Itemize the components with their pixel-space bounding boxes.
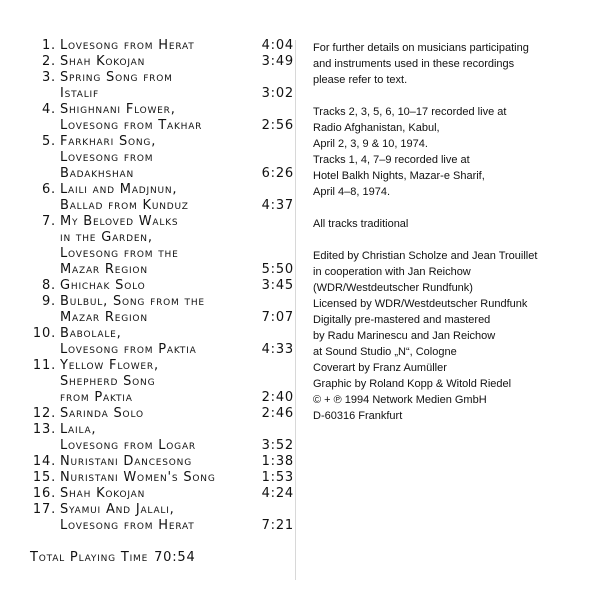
track-title-line: Yellow Flower,	[60, 358, 159, 373]
track-number: 4.	[41, 102, 56, 117]
track-number: 8.	[41, 278, 56, 293]
track-title-line: Shepherd Song	[60, 374, 156, 389]
track-number: 7.	[41, 214, 56, 229]
notes-line: Tracks 2, 3, 5, 6, 10–17 recorded live at	[313, 106, 507, 118]
track-title-line: Babolale,	[60, 326, 122, 341]
track-title-line: Lovesong from Herat	[60, 518, 195, 533]
total-time: 70:54	[154, 550, 196, 565]
notes-line: All tracks traditional	[313, 218, 409, 230]
track-duration: 4:24	[261, 486, 294, 501]
track-item	[30, 54, 294, 70]
notes-line: Licensed by WDR/Westdeutscher Rundfunk	[313, 298, 528, 310]
track-duration: 3:02	[261, 86, 294, 101]
track-number: 2.	[41, 54, 56, 69]
track-duration: 6:26	[261, 166, 294, 181]
notes-line: Hotel Balkh Nights, Mazar-e Sharif,	[313, 170, 485, 182]
notes-line: in cooperation with Jan Reichow	[313, 266, 471, 278]
track-number: 13.	[32, 422, 56, 437]
track-item	[30, 38, 294, 54]
track-title-line: Ballad from Kunduz	[60, 198, 189, 213]
track-duration: 2:56	[261, 118, 294, 133]
track-title-line: My Beloved Walks	[60, 214, 179, 229]
notes-line: and instruments used in these recordings	[313, 58, 515, 70]
total-label: Total Playing Time	[30, 550, 149, 565]
notes-line: April 4–8, 1974.	[313, 186, 391, 198]
track-number: 9.	[41, 294, 56, 309]
track-item	[30, 214, 294, 278]
track-number: 17.	[32, 502, 56, 517]
track-duration: 1:38	[261, 454, 294, 469]
track-item	[30, 502, 294, 534]
track-duration: 3:52	[261, 438, 294, 453]
track-item	[30, 278, 294, 294]
notes-line: Coverart by Franz Aumüller	[313, 362, 447, 374]
track-item	[30, 326, 294, 358]
track-item	[30, 358, 294, 406]
track-number: 1.	[41, 38, 56, 53]
track-item	[30, 406, 294, 422]
track-duration: 2:46	[261, 406, 294, 421]
track-title-line: Lovesong from	[60, 150, 154, 165]
track-title-line: Mazar Region	[60, 262, 148, 277]
track-title-line: Nuristani Women's Song	[60, 470, 216, 485]
track-number: 6.	[41, 182, 56, 197]
notes-paragraph	[313, 248, 588, 424]
track-number: 11.	[32, 358, 56, 373]
notes-line: Digitally pre-mastered and mastered	[313, 314, 491, 326]
notes-line: please refer to text.	[313, 74, 408, 86]
track-title-line: Mazar Region	[60, 310, 148, 325]
track-title-line: Shighnani Flower,	[60, 102, 176, 117]
notes-line: Edited by Christian Scholze and Jean Trouillet	[313, 250, 538, 262]
notes-line: For further details on musicians participating	[313, 42, 529, 54]
track-number: 14.	[32, 454, 56, 469]
track-title-line: Syamui And Jalali,	[60, 502, 175, 517]
track-duration: 4:04	[261, 38, 294, 53]
track-item	[30, 134, 294, 182]
track-number: 15.	[32, 470, 56, 485]
track-number: 5.	[41, 134, 56, 149]
track-title-line: Ghichak Solo	[60, 278, 146, 293]
notes-line: (WDR/Westdeutscher Rundfunk)	[313, 282, 473, 294]
track-duration: 7:07	[261, 310, 294, 325]
liner-notes	[313, 40, 588, 440]
track-duration: 1:53	[261, 470, 294, 485]
track-duration: 7:21	[261, 518, 294, 533]
track-duration: 5:50	[261, 262, 294, 277]
track-title-line: Shah Kokojan	[60, 486, 146, 501]
notes-line: Tracks 1, 4, 7–9 recorded live at	[313, 154, 470, 166]
notes-line: by Radu Marinescu and Jan Reichow	[313, 330, 496, 342]
track-title-line: Lovesong from Logar	[60, 438, 196, 453]
track-list	[30, 38, 294, 534]
track-item	[30, 70, 294, 102]
notes-line: D-60316 Frankfurt	[313, 410, 403, 422]
track-number: 3.	[41, 70, 56, 85]
track-item	[30, 182, 294, 214]
track-title-line: Istalif	[60, 86, 99, 101]
track-item	[30, 102, 294, 134]
track-duration: 4:37	[261, 198, 294, 213]
track-title-line: Spring Song from	[60, 70, 173, 85]
track-number: 12.	[32, 406, 56, 421]
fold-line	[295, 40, 296, 580]
notes-paragraph	[313, 40, 588, 88]
track-title-line: Farkhari Song,	[60, 134, 157, 149]
track-title-line: Bulbul, Song from the	[60, 294, 205, 309]
total-playing-time	[30, 550, 196, 565]
track-item	[30, 294, 294, 326]
track-title-line: Lovesong from Herat	[60, 38, 195, 53]
notes-line: © + ℗ 1994 Network Medien GmbH	[313, 394, 487, 406]
track-duration: 4:33	[261, 342, 294, 357]
track-title-line: Badakhshan	[60, 166, 135, 181]
track-item	[30, 486, 294, 502]
track-title-line: Lovesong from Takhar	[60, 118, 203, 133]
notes-paragraph	[313, 216, 588, 232]
track-title-line: Laila,	[60, 422, 97, 437]
track-title-line: Lovesong from the	[60, 246, 179, 261]
track-duration: 2:40	[261, 390, 294, 405]
track-title-line: Lovesong from Paktia	[60, 342, 197, 357]
track-number: 16.	[32, 486, 56, 501]
notes-line: April 2, 3, 9 & 10, 1974.	[313, 138, 428, 150]
track-item	[30, 470, 294, 486]
track-title-line: Shah Kokojan	[60, 54, 146, 69]
notes-paragraph	[313, 104, 588, 200]
track-item	[30, 454, 294, 470]
track-title-line: Sarinda Solo	[60, 406, 144, 421]
track-title-line: Laili and Madjnun,	[60, 182, 178, 197]
track-title-line: in the Garden,	[60, 230, 153, 245]
track-title-line: Nuristani Dancesong	[60, 454, 192, 469]
track-title-line: from Paktia	[60, 390, 133, 405]
track-item	[30, 422, 294, 454]
track-duration: 3:45	[261, 278, 294, 293]
notes-line: Radio Afghanistan, Kabul,	[313, 122, 440, 134]
notes-line: at Sound Studio „N“, Cologne	[313, 346, 457, 358]
track-duration: 3:49	[261, 54, 294, 69]
notes-line: Graphic by Roland Kopp & Witold Riedel	[313, 378, 512, 390]
track-number: 10.	[32, 326, 56, 341]
